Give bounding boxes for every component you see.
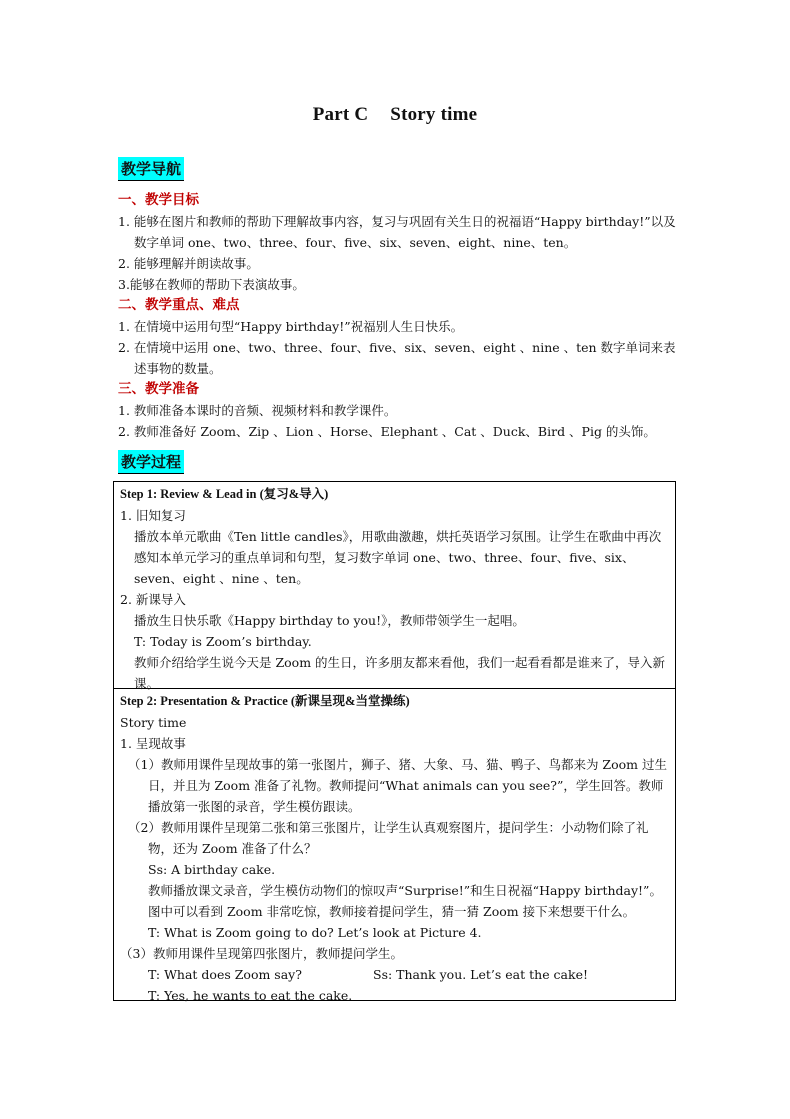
step2-cell — [114, 689, 675, 1006]
preparation-heading: 三、教学准备 — [118, 381, 199, 397]
process-table — [113, 481, 676, 1001]
teaching-guide — [118, 190, 678, 442]
step2-sub1: 1. 呈现故事 — [120, 736, 186, 751]
step2-p3-ss: Ss: Thank you. Let’s eat the cake! — [373, 967, 589, 982]
step2-p2-t: T: What is Zoom going to do? Let’s look at Picture 4. — [148, 925, 482, 940]
step1-heading: Step 1: Review & Lead in (复习&导入) — [120, 487, 329, 501]
title-part: Part C — [312, 104, 369, 125]
step1-sub1-text: 播放本单元歌曲《Ten little candles》，用歌曲激趣，烘托英语学习氛围。让学生在歌曲中再次感知本单元学习的重点单词和句型，复习数字单词 one、two、three、four、five、six、seven、eight 、nine 、ten。 — [134, 529, 662, 586]
step2-p3-t2: T: Yes, he wants to eat the cake. — [148, 988, 353, 1003]
step1-sub2: 2. 新课导入 — [120, 592, 186, 607]
step2-p2-ss: Ss: A birthday cake. — [148, 862, 276, 877]
key-point-item: 2. 在情境中运用 one、two、three、four、five、six、seven、eight 、nine 、ten 数字单词来表述事物的数量。 — [118, 340, 676, 376]
process-section-tag: 教学过程 — [118, 450, 184, 474]
objective-item: 1. 能够在图片和教师的帮助下理解故事内容，复习与巩固有关生日的祝福语“Happy birthday!”以及数字单词 one、two、three、four、five、six、seven、eight、nine、ten。 — [118, 214, 676, 250]
step2-p3: （3）教师用课件呈现第四张图片，教师提问学生。 — [120, 946, 403, 961]
page-title — [0, 104, 790, 126]
step1-cell — [114, 482, 675, 689]
preparation-item: 2. 教师准备好 Zoom、Zip 、Lion 、Horse、Elephant 、Cat 、Duck、Bird 、Pig 的头饰。 — [118, 424, 656, 439]
step1-sub1: 1. 旧知复习 — [120, 508, 186, 523]
step2-label: Story time — [120, 715, 187, 730]
step2-p3-dialog — [120, 964, 669, 985]
step1-sub2-text2: 教师介绍给学生说今天是 Zoom 的生日，许多朋友都来看他，我们一起看看都是谁来了，导入新课。 — [134, 655, 666, 691]
objectives-heading: 一、教学目标 — [118, 192, 199, 208]
key-points-heading: 二、教学重点、难点 — [118, 297, 240, 313]
step2-p2-text: 教师播放课文录音，学生模仿动物们的惊叹声“Surprise!”和生日祝福“Happy birthday!”。图中可以看到 Zoom 非常吃惊，教师接着提问学生，猜一猜 Zoom 接下来想要干什么。 — [148, 883, 662, 919]
objective-item: 3.能够在教师的帮助下表演故事。 — [118, 277, 305, 292]
step2-p1: （1）教师用课件呈现故事的第一张图片，狮子、猪、大象、马、猫、鸭子、鸟都来为 Zoom 过生日，并且为 Zoom 准备了礼物。教师提问“What animals can you see?”，学生回答。教师播放第一张图的录音，学生模仿跟读。 — [128, 757, 667, 814]
key-point-item: 1. 在情境中运用句型“Happy birthday!”祝福别人生日快乐。 — [118, 319, 464, 334]
step1-sub2-text: 播放生日快乐歌《Happy birthday to you!》，教师带领学生一起唱。 — [134, 613, 525, 628]
preparation-item: 1. 教师准备本课时的音频、视频材料和教学课件。 — [118, 403, 397, 418]
step1-dialog: T: Today is Zoom’s birthday. — [134, 634, 312, 649]
step2-p2: （2）教师用课件呈现第二张和第三张图片，让学生认真观察图片，提问学生：小动物们除了礼物，还为 Zoom 准备了什么？ — [128, 820, 649, 856]
title-name: Story time — [390, 104, 478, 125]
step2-p3-t: T: What does Zoom say? — [148, 967, 302, 982]
step2-heading: Step 2: Presentation & Practice (新课呈现&当堂操练) — [120, 694, 410, 708]
nav-section-tag: 教学导航 — [118, 157, 184, 181]
objective-item: 2. 能够理解并朗读故事。 — [118, 256, 259, 271]
